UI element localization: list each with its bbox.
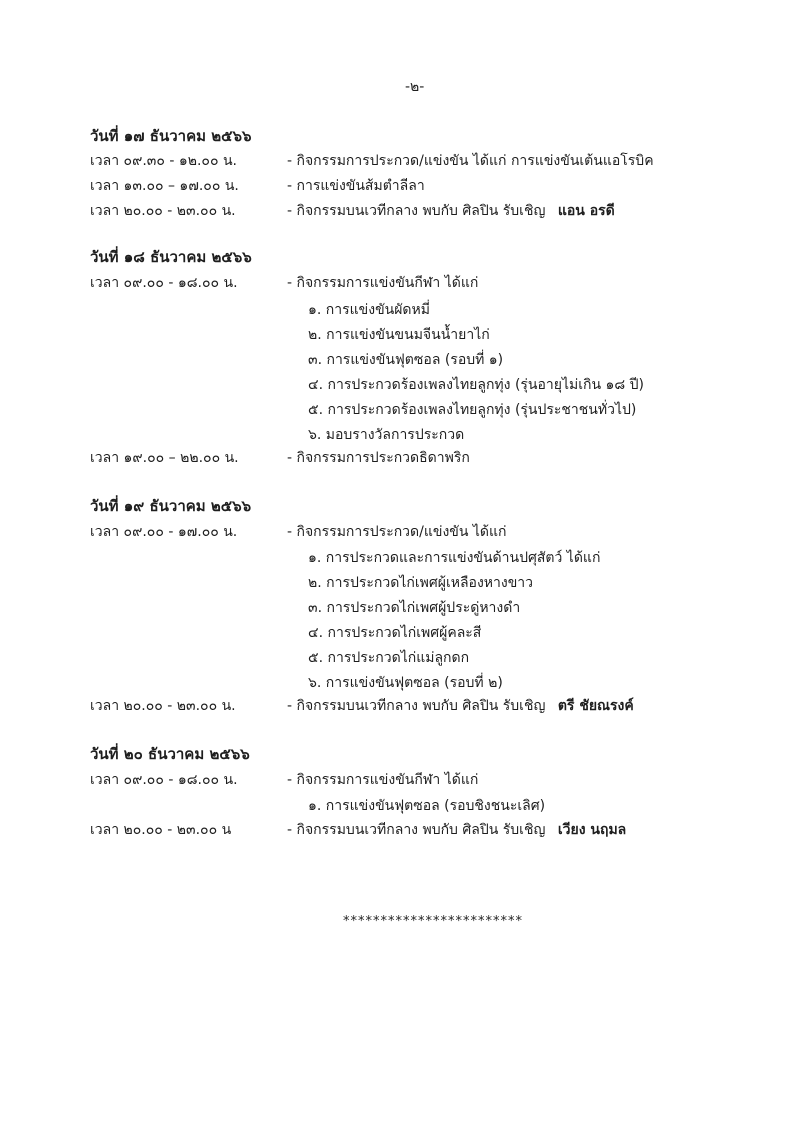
entry-time: เวลา ๐๙.๐๐ - ๑๘.๐๐ น.: [90, 275, 238, 291]
list-item: ๑. การแข่งขันฟุตซอล (รอบชิงชนะเลิศ): [308, 798, 546, 814]
day-heading: วันที่ ๑๘ ธันวาคม ๒๕๖๖: [90, 248, 252, 266]
list-item: ๒. การประกวดไก่เพศผู้เหลืองหางขาว: [308, 575, 534, 591]
list-item: ๔. การประกวดไก่เพศผู้คละสี: [308, 625, 482, 641]
entry-event: - กิจกรรมการประกวด/แข่งขัน ได้แก่ การแข่งขันเต้นแอโรบิค: [287, 153, 654, 169]
list-item: ๖. การแข่งขันฟุตซอล (รอบที่ ๒): [308, 675, 503, 691]
list-item: ๕. การประกวดไก่แม่ลูกดก: [308, 650, 470, 666]
day-heading: วันที่ ๑๙ ธันวาคม ๒๕๖๖: [90, 497, 252, 515]
guest-artist: แอน อรดี: [557, 203, 615, 219]
entry-event: [287, 200, 615, 222]
day-heading: วันที่ ๑๗ ธันวาคม ๒๕๖๖: [90, 127, 252, 145]
entry-time: เวลา ๐๙.๐๐ - ๑๗.๐๐ น.: [90, 524, 238, 540]
list-item: ๓. การแข่งขันฟุตซอล (รอบที่ ๑): [308, 352, 504, 368]
list-item: ๒. การแข่งขันขนมจีนน้ำยาไก่: [308, 327, 490, 343]
entry-time: เวลา ๐๙.๓๐ - ๑๒.๐๐ น.: [90, 153, 237, 169]
day-heading: วันที่ ๒๐ ธันวาคม ๒๕๖๖: [90, 745, 250, 763]
entry-event: - กิจกรรมการแข่งขันกีฬา ได้แก่: [287, 772, 479, 788]
entry-event-text: - กิจกรรมบนเวทีกลาง พบกับ ศิลปิน รับเชิญ: [287, 203, 546, 219]
entry-time: เวลา ๑๙.๐๐ – ๒๒.๐๐ น.: [90, 450, 239, 466]
entry-event-text: - กิจกรรมบนเวทีกลาง พบกับ ศิลปิน รับเชิญ: [287, 822, 546, 838]
list-item: ๓. การประกวดไก่เพศผู้ประดู่หางดำ: [308, 600, 521, 616]
entry-time: เวลา ๒๐.๐๐ - ๒๓.๐๐ น: [90, 822, 232, 838]
list-item: ๔. การประกวดร้องเพลงไทยลูกทุ่ง (รุ่นอายุไม่เกิน ๑๘ ปี): [308, 377, 645, 393]
list-item: ๑. การแข่งขันผัดหมี่: [308, 302, 430, 318]
guest-artist: ตรี ชัยณรงค์: [557, 698, 634, 714]
entry-event: - กิจกรรมการประกวด/แข่งขัน ได้แก่: [287, 524, 507, 540]
end-mark: ************************: [343, 914, 523, 929]
entry-time: เวลา ๑๓.๐๐ – ๑๗.๐๐ น.: [90, 178, 239, 194]
list-item: ๕. การประกวดร้องเพลงไทยลูกทุ่ง (รุ่นประชาชนทั่วไป): [308, 402, 637, 418]
entry-event: - กิจกรรมการประกวดธิดาพริก: [287, 450, 470, 466]
guest-artist: เวียง นฤมล: [557, 822, 627, 838]
entry-event: [287, 819, 626, 841]
page-number: -๒-: [405, 79, 425, 95]
list-item: ๑. การประกวดและการแข่งขันด้านปศุสัตว์ ได้แก่: [308, 550, 601, 566]
entry-time: เวลา ๒๐.๐๐ - ๒๓.๐๐ น.: [90, 203, 236, 219]
entry-event: - กิจกรรมการแข่งขันกีฬา ได้แก่: [287, 275, 479, 291]
entry-time: เวลา ๐๙.๐๐ - ๑๘.๐๐ น.: [90, 772, 238, 788]
entry-event-text: - กิจกรรมบนเวทีกลาง พบกับ ศิลปิน รับเชิญ: [287, 698, 546, 714]
entry-time: เวลา ๒๐.๐๐ - ๒๓.๐๐ น.: [90, 698, 236, 714]
entry-event: [287, 695, 634, 717]
list-item: ๖. มอบรางวัลการประกวด: [308, 427, 465, 443]
entry-event: - การแข่งขันส้มตำลีลา: [287, 178, 425, 194]
